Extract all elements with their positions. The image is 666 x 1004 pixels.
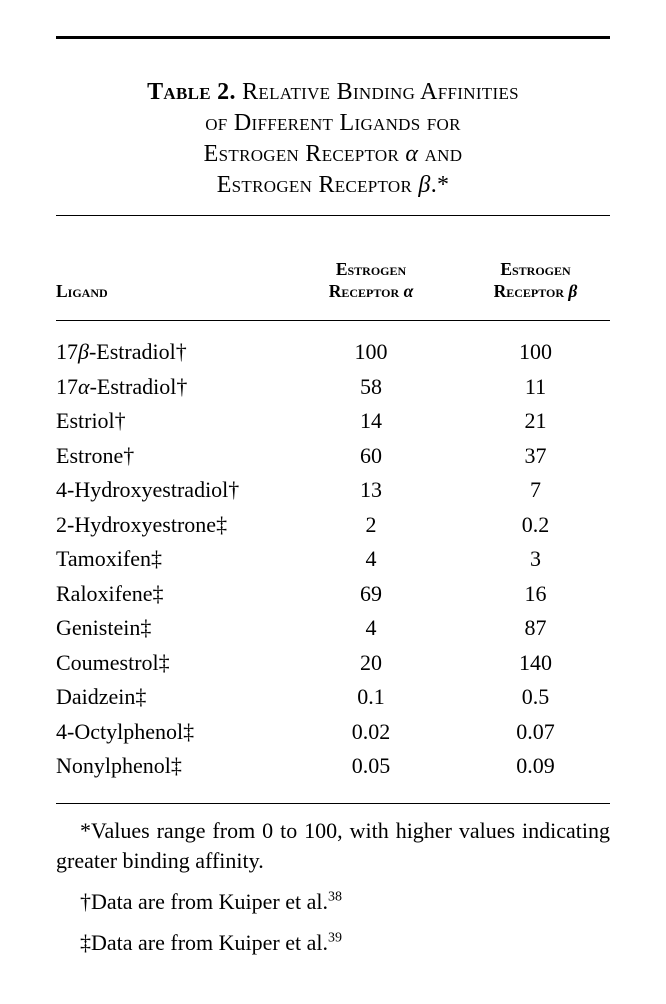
ligand-text: 17 [56,373,78,399]
footnote-dagger [56,887,610,917]
table-row [56,370,610,405]
table-row [56,542,610,577]
beta-symbol: β [568,281,578,301]
table-row [56,680,610,715]
header-alpha-line-2 [281,280,461,302]
ligand-text: Estrone† [56,442,135,468]
alpha-value: 14 [360,408,382,433]
ligand-cell [56,749,281,784]
footnote-asterisk: *Values range from 0 to 100, with higher values indicating greater binding affinity. [56,817,610,873]
ligand-cell [56,439,281,474]
ligand-text: Coumestrol‡ [56,649,170,675]
beta-value: 7 [530,477,541,502]
header-beta-text: Receptor [493,281,569,301]
ligand-cell [56,577,281,612]
footnote-double-dagger [56,928,610,958]
reference-number: 38 [328,889,342,905]
alpha-symbol: α [403,281,414,301]
title-line-3 [56,139,610,170]
alpha-value: 58 [360,373,382,399]
ligand-text: Nonylphenol‡ [56,753,182,778]
alpha-value: 100 [354,339,388,364]
ligand-cell [56,680,281,715]
ligand-cell [56,404,281,439]
title-text-3: Estrogen Receptor [203,141,406,167]
title-text-3b: and [418,141,463,167]
table-row [56,577,610,612]
ligand-text: 2-Hydroxyestrone‡ [56,511,228,537]
footnotes [56,804,610,958]
alpha-symbol: α [405,141,419,167]
ligand-text: Genistein‡ [56,615,152,640]
ligand-text: Raloxifene‡ [56,580,164,606]
header-alpha-line-1: Estrogen [335,259,407,279]
greek-letter: β [78,339,89,364]
ligand-cell [56,508,281,543]
footnote-dagger-text: †Data are from Kuiper et al. [80,888,328,914]
column-header-receptor-alpha [281,258,461,302]
table-row [56,715,610,750]
ligand-text: 17 [56,339,78,364]
column-header-receptor-beta [461,258,610,302]
title-line-4 [56,170,610,201]
ligand-cell [56,335,281,370]
ligand-text: Estriol† [56,408,126,433]
beta-value: 100 [519,339,552,364]
table-row [56,646,610,681]
ligand-cell [56,715,281,750]
header-alpha-text: Receptor [328,281,404,301]
ligand-text: -Estradiol† [89,373,188,399]
table-row [56,611,610,646]
title-line-2: of Different Ligands for [205,110,461,136]
beta-symbol: β [418,172,431,198]
table-number: Table 2. [147,79,236,105]
footnote-double-dagger-text: ‡Data are from Kuiper et al. [80,929,328,955]
beta-value: 0.2 [521,511,550,537]
ligand-text: Tamoxifen‡ [56,546,162,571]
ligand-text: Daidzein‡ [56,684,147,709]
table-row [56,473,610,508]
table-row [56,439,610,474]
ligand-text: 4-Hydroxyestradiol† [56,477,240,502]
beta-value: 21 [524,408,547,433]
ligand-text: 4-Octylphenol‡ [56,718,195,744]
table-title [56,77,610,201]
title-text-1: Relative Binding Affinities [235,79,519,105]
title-line-1 [56,77,610,108]
alpha-value: 0.05 [351,753,391,778]
ligand-cell [56,473,281,508]
table-row [56,404,610,439]
greek-letter: α [78,373,90,399]
table-row [56,508,610,543]
beta-value: 16 [524,580,547,606]
alpha-value: 0.1 [357,684,385,709]
table-header-row [56,216,610,320]
column-header-ligand: Ligand [56,281,108,301]
title-text-4: Estrogen Receptor [216,172,419,198]
alpha-value: 4 [365,615,377,640]
beta-value: 0.09 [516,753,555,778]
header-beta-line-2 [461,280,610,302]
table-row [56,749,610,784]
ligand-cell [56,370,281,405]
table-body [56,321,610,803]
beta-value: 11 [524,373,547,399]
reference-number: 39 [328,930,342,946]
beta-value: 140 [519,649,552,675]
beta-value: 0.07 [516,718,555,744]
alpha-value: 0.02 [351,718,391,744]
beta-value: 87 [524,615,547,640]
title-text-4b: .* [430,172,450,198]
table-row [56,335,610,370]
top-rule [56,36,610,39]
ligand-cell [56,611,281,646]
header-beta-line-1: Estrogen [500,259,571,279]
alpha-value: 60 [360,442,382,468]
beta-value: 3 [530,546,541,571]
beta-value: 37 [524,442,547,468]
alpha-value: 69 [360,580,382,606]
ligand-cell [56,542,281,577]
table-container [56,36,610,958]
alpha-value: 20 [360,649,382,675]
ligand-text: -Estradiol† [88,339,187,364]
alpha-value: 4 [365,546,377,571]
alpha-value: 13 [360,477,382,502]
alpha-value: 2 [365,511,377,537]
ligand-cell [56,646,281,681]
beta-value: 0.5 [521,684,550,709]
